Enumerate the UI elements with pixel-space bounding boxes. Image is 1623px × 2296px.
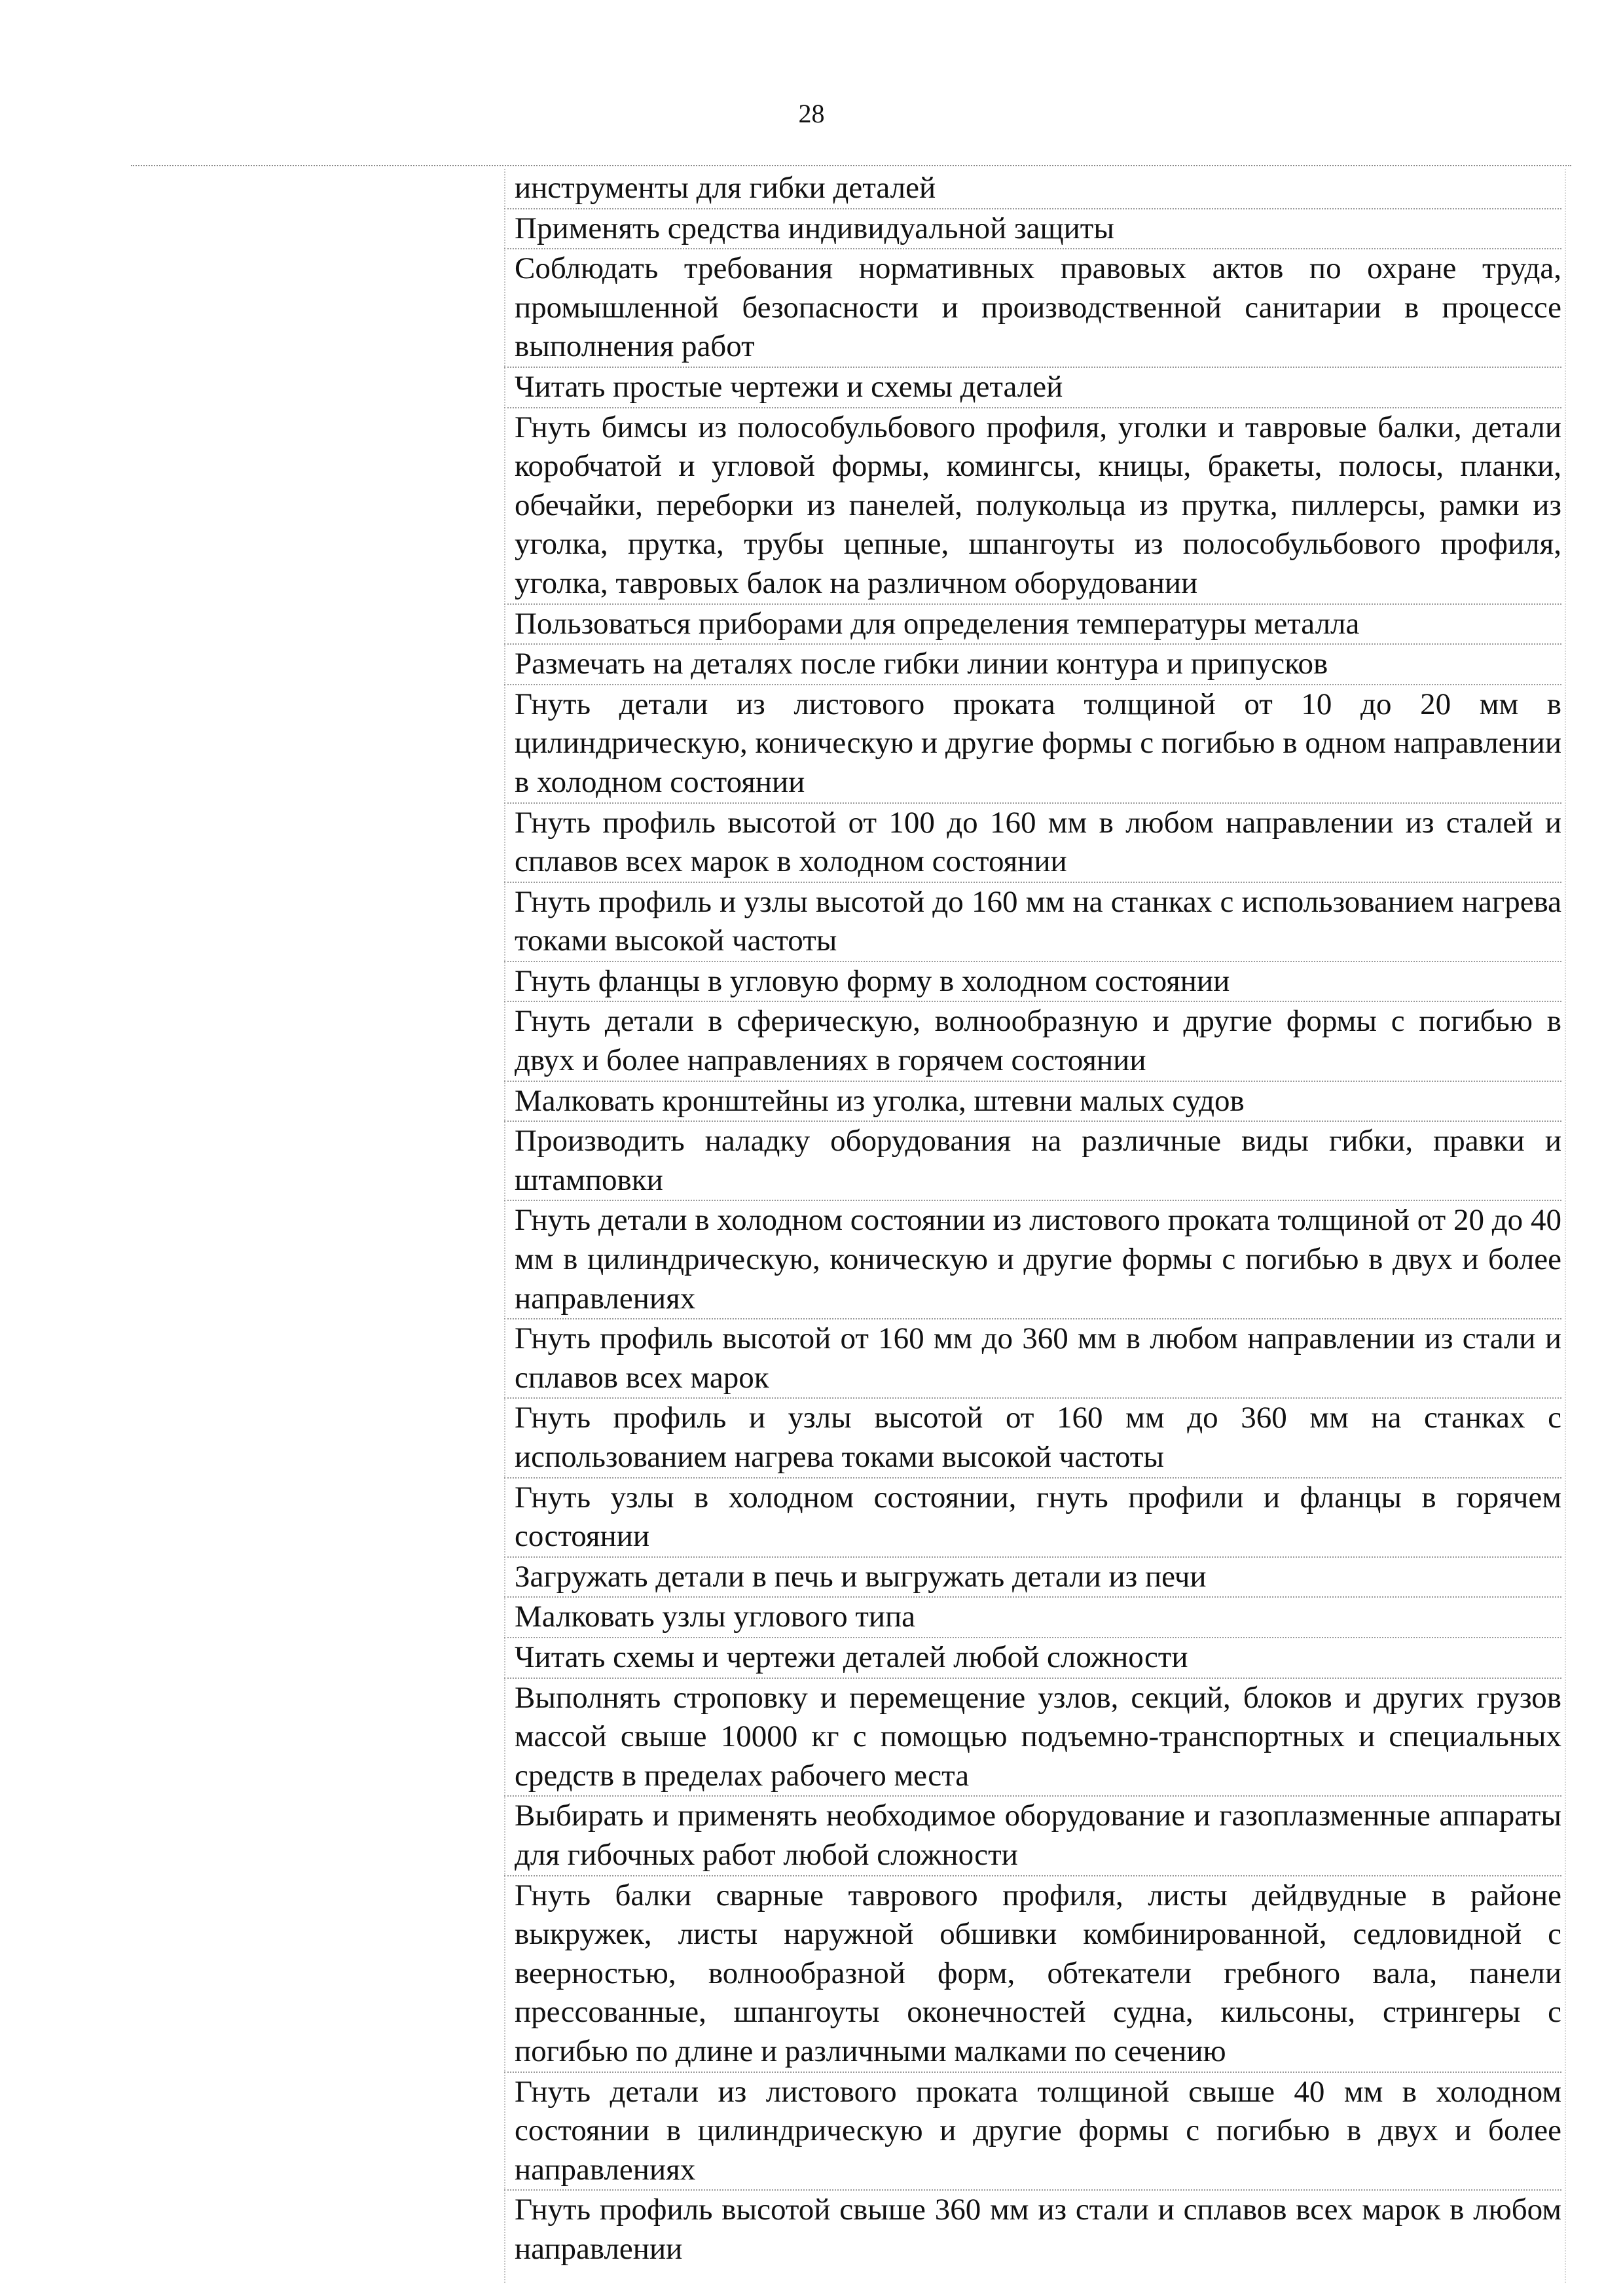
- table-row: Малковать узлы углового типа: [504, 1598, 1561, 1638]
- table-top-border: [131, 165, 1571, 166]
- table-row: Читать простые чертежи и схемы деталей: [504, 368, 1561, 408]
- table-row: Малковать кронштейны из уголка, штевни малых судов: [504, 1082, 1561, 1122]
- page-number: 28: [798, 99, 825, 128]
- table-row: Гнуть узлы в холодном состоянии, гнуть профили и фланцы в горячем состоянии: [504, 1479, 1561, 1558]
- table-row: Размечать на деталях после гибки линии контура и припусков: [504, 645, 1561, 685]
- table-row: Применять средства индивидуальной защиты: [504, 209, 1561, 250]
- table-row: Гнуть детали из листового проката толщиной от 10 до 20 мм в цилиндрическую, коническую и другие формы с погибью в одном направлении в холодном состоянии: [504, 685, 1561, 804]
- table-row: Читать схемы и чертежи деталей любой сложности: [504, 1638, 1561, 1679]
- table-row: Выбирать и применять необходимое оборудование и газоплазменные аппараты для гибочных работ любой сложности: [504, 1797, 1561, 1876]
- table-row: Соблюдать требования нормативных правовых актов по охране труда, промышленной безопасности и производственной санитарии в процессе выполнения работ: [504, 249, 1561, 368]
- table-row: Гнуть профиль высотой от 100 до 160 мм в любом направлении из сталей и сплавов всех марок в холодном состоянии: [504, 804, 1561, 883]
- table-row: инструменты для гибки деталей: [504, 169, 1561, 209]
- table-row: Гнуть детали в холодном состоянии из листового проката толщиной от 20 до 40 мм в цилиндрическую, коническую и другие формы с погибью в двух и более направлениях: [504, 1201, 1561, 1319]
- table-row: Гнуть балки сварные таврового профиля, листы дейдвудные в районе выкружек, листы наружной обшивки комбинированной, седловидной с веерностью, волнообразной форм, обтекатели гребного вала, панели прессованные, шпангоуты оконечностей судна, кильсоны, стрингеры с погибью по длине и различными малками по сечению: [504, 1876, 1561, 2073]
- table-row: Загружать детали в печь и выгружать детали из печи: [504, 1558, 1561, 1598]
- table-row: Пользоваться приборами для определения температуры металла: [504, 605, 1561, 645]
- table-row: Гнуть детали в сферическую, волнообразную и другие формы с погибью в двух и более направлениях в горячем состоянии: [504, 1002, 1561, 1081]
- table-row: Гнуть профиль высотой свыше 360 мм из стали и сплавов всех марок в любом направлении: [515, 2193, 1561, 2266]
- table-row: Гнуть бимсы из полособульбового профиля, уголки и тавровые балки, детали коробчатой и угловой формы, комингсы, кницы, бракеты, полосы, планки, обечайки, переборки из панелей, полукольца из прутка, пиллерсы, рамки из уголка, прутка, трубы цепные, шпангоуты из полособульбового профиля, уголка, тавровых балок на различном оборудовании: [504, 408, 1561, 605]
- table-row: Выполнять строповку и перемещение узлов, секций, блоков и других грузов массой свыше 10000 кг с помощью подъемно-транспортных и специальных средств в пределах рабочего места: [504, 1679, 1561, 1797]
- table-row: Производить наладку оборудования на различные виды гибки, правки и штамповки: [504, 1122, 1561, 1201]
- table-row: Гнуть профиль и узлы высотой от 160 мм до 360 мм на станках с использованием нагрева токами высокой частоты: [504, 1399, 1561, 1478]
- table-row: Гнуть профиль высотой от 160 мм до 360 мм в любом направлении из стали и сплавов всех марок: [504, 1319, 1561, 1399]
- table-row: Гнуть детали из листового проката толщиной свыше 40 мм в холодном состоянии в цилиндрическую и другие формы с погибью в двух и более направлениях: [504, 2073, 1561, 2191]
- table-right-border: [1565, 169, 1566, 2283]
- table-row: Гнуть профиль и узлы высотой до 160 мм на станках с использованием нагрева токами высокой частоты: [504, 883, 1561, 962]
- skills-table-column: [504, 169, 1561, 2269]
- table-row: Гнуть фланцы в угловую форму в холодном состоянии: [504, 962, 1561, 1003]
